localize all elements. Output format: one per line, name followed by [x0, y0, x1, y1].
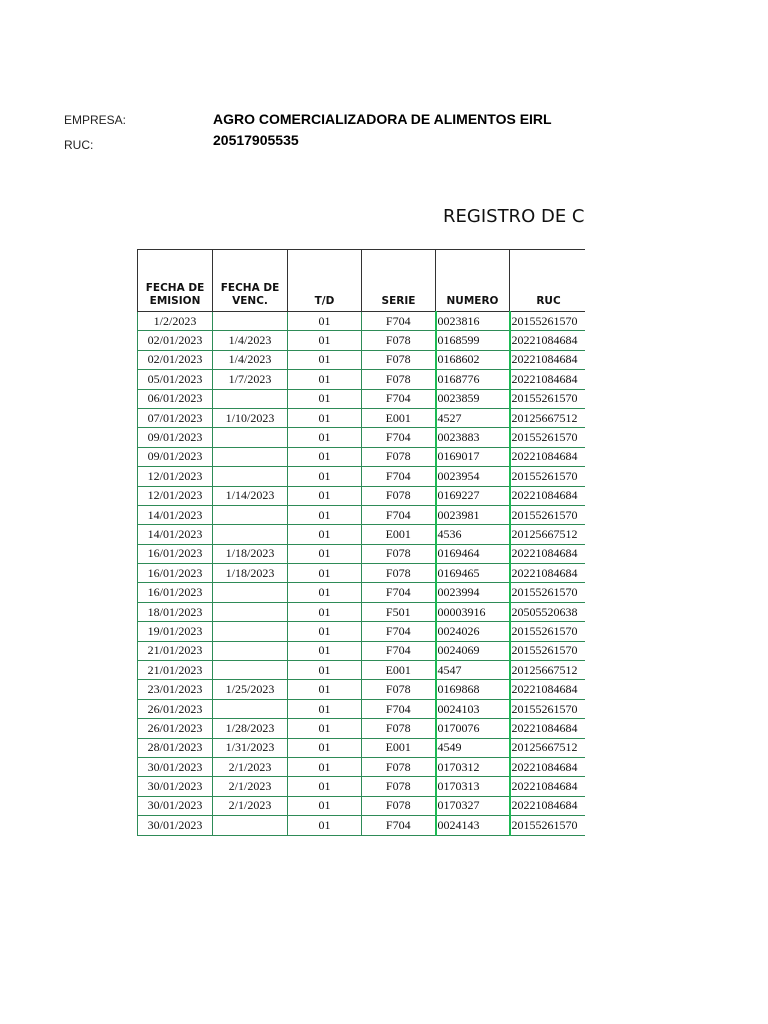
- td-cell[interactable]: 01: [288, 389, 362, 408]
- fecha-emision-cell[interactable]: 09/01/2023: [138, 428, 213, 447]
- column-header-fecha-emision: FECHA DE EMISION: [138, 250, 213, 312]
- column-header-ruc: RUC: [510, 250, 586, 312]
- td-cell[interactable]: 01: [288, 370, 362, 389]
- table-row: [138, 505, 586, 524]
- fecha-venc-cell[interactable]: [213, 447, 288, 466]
- fecha-emision-cell[interactable]: 16/01/2023: [138, 544, 213, 563]
- fecha-venc-cell[interactable]: [213, 428, 288, 447]
- ruc-cell[interactable]: 20505520638: [510, 602, 586, 621]
- numero-cell[interactable]: 0169464: [436, 544, 510, 563]
- numero-cell[interactable]: 0170312: [436, 757, 510, 776]
- fecha-emision-cell[interactable]: 12/01/2023: [138, 467, 213, 486]
- ruc-cell[interactable]: 20155261570: [510, 641, 586, 660]
- numero-cell[interactable]: 0023954: [436, 467, 510, 486]
- td-cell[interactable]: 01: [288, 777, 362, 796]
- fecha-venc-cell[interactable]: 1/31/2023: [213, 738, 288, 757]
- ruc-cell[interactable]: 20155261570: [510, 622, 586, 641]
- fecha-emision-cell[interactable]: 26/01/2023: [138, 719, 213, 738]
- serie-cell[interactable]: F704: [362, 583, 436, 602]
- td-cell[interactable]: 01: [288, 602, 362, 621]
- table-row: [138, 331, 586, 350]
- fecha-venc-cell[interactable]: 1/4/2023: [213, 350, 288, 369]
- numero-cell[interactable]: 0023883: [436, 428, 510, 447]
- fecha-emision-cell[interactable]: 02/01/2023: [138, 350, 213, 369]
- td-cell[interactable]: 01: [288, 544, 362, 563]
- fecha-venc-cell[interactable]: 1/14/2023: [213, 486, 288, 505]
- numero-cell[interactable]: 0169868: [436, 680, 510, 699]
- numero-cell[interactable]: 0023994: [436, 583, 510, 602]
- column-header-fecha-venc: FECHA DE VENC.: [213, 250, 288, 312]
- empresa-name: AGRO COMERCIALIZADORA DE ALIMENTOS EIRL: [213, 111, 552, 127]
- table-body: [138, 312, 586, 836]
- serie-cell[interactable]: F078: [362, 796, 436, 815]
- ruc-cell[interactable]: 20221084684: [510, 796, 586, 815]
- fecha-emision-cell[interactable]: 09/01/2023: [138, 447, 213, 466]
- fecha-venc-cell[interactable]: [213, 661, 288, 680]
- register-table-container: [137, 249, 585, 836]
- fecha-emision-cell[interactable]: 21/01/2023: [138, 661, 213, 680]
- td-cell[interactable]: 01: [288, 312, 362, 331]
- numero-cell[interactable]: 4536: [436, 525, 510, 544]
- serie-cell[interactable]: F704: [362, 389, 436, 408]
- fecha-venc-cell[interactable]: [213, 505, 288, 524]
- column-header-td: T/D: [288, 250, 362, 312]
- fecha-venc-cell[interactable]: 1/18/2023: [213, 564, 288, 583]
- fecha-emision-cell[interactable]: 18/01/2023: [138, 602, 213, 621]
- ruc-cell[interactable]: 20221084684: [510, 447, 586, 466]
- ruc-cell[interactable]: 20155261570: [510, 389, 586, 408]
- serie-cell[interactable]: F078: [362, 544, 436, 563]
- fecha-venc-cell[interactable]: [213, 583, 288, 602]
- ruc-cell[interactable]: 20221084684: [510, 486, 586, 505]
- register-table: [137, 249, 585, 836]
- fecha-emision-cell[interactable]: 12/01/2023: [138, 486, 213, 505]
- serie-cell[interactable]: F704: [362, 641, 436, 660]
- serie-cell[interactable]: F704: [362, 816, 436, 835]
- fecha-venc-cell[interactable]: 1/4/2023: [213, 331, 288, 350]
- table-row: [138, 602, 586, 621]
- ruc-cell[interactable]: 20155261570: [510, 467, 586, 486]
- td-cell[interactable]: 01: [288, 583, 362, 602]
- serie-cell[interactable]: F078: [362, 350, 436, 369]
- numero-cell[interactable]: 0169017: [436, 447, 510, 466]
- table-row: [138, 408, 586, 427]
- fecha-venc-cell[interactable]: [213, 312, 288, 331]
- fecha-venc-cell[interactable]: [213, 525, 288, 544]
- ruc-cell[interactable]: 20155261570: [510, 312, 586, 331]
- numero-cell[interactable]: 0168776: [436, 370, 510, 389]
- table-row: [138, 312, 586, 331]
- table-row: [138, 661, 586, 680]
- ruc-cell[interactable]: 20125667512: [510, 525, 586, 544]
- serie-cell[interactable]: F078: [362, 486, 436, 505]
- ruc-cell[interactable]: 20155261570: [510, 816, 586, 835]
- ruc-cell[interactable]: 20221084684: [510, 350, 586, 369]
- td-cell[interactable]: 01: [288, 408, 362, 427]
- table-header-row: [138, 250, 586, 312]
- td-cell[interactable]: 01: [288, 757, 362, 776]
- page-title: REGISTRO DE C: [443, 206, 585, 227]
- numero-cell[interactable]: 0170327: [436, 796, 510, 815]
- fecha-emision-cell[interactable]: 28/01/2023: [138, 738, 213, 757]
- table-row: [138, 719, 586, 738]
- fecha-emision-cell[interactable]: 30/01/2023: [138, 796, 213, 815]
- serie-cell[interactable]: F078: [362, 757, 436, 776]
- serie-cell[interactable]: E001: [362, 408, 436, 427]
- ruc-label: RUC:: [64, 138, 94, 152]
- fecha-venc-cell[interactable]: [213, 622, 288, 641]
- ruc-cell[interactable]: 20125667512: [510, 738, 586, 757]
- fecha-emision-cell[interactable]: 02/01/2023: [138, 331, 213, 350]
- fecha-venc-cell[interactable]: 2/1/2023: [213, 777, 288, 796]
- fecha-venc-cell[interactable]: [213, 602, 288, 621]
- ruc-cell[interactable]: 20155261570: [510, 428, 586, 447]
- td-cell[interactable]: 01: [288, 505, 362, 524]
- numero-cell[interactable]: 0169227: [436, 486, 510, 505]
- serie-cell[interactable]: E001: [362, 661, 436, 680]
- fecha-emision-cell[interactable]: 14/01/2023: [138, 505, 213, 524]
- ruc-value: 20517905535: [213, 132, 299, 148]
- td-cell[interactable]: 01: [288, 525, 362, 544]
- column-header-numero: NUMERO: [436, 250, 510, 312]
- serie-cell[interactable]: F078: [362, 447, 436, 466]
- serie-cell[interactable]: F704: [362, 505, 436, 524]
- fecha-emision-cell[interactable]: 21/01/2023: [138, 641, 213, 660]
- serie-cell[interactable]: F078: [362, 719, 436, 738]
- numero-cell[interactable]: 0024143: [436, 816, 510, 835]
- numero-cell[interactable]: 0024026: [436, 622, 510, 641]
- ruc-cell[interactable]: 20221084684: [510, 719, 586, 738]
- fecha-venc-cell[interactable]: [213, 389, 288, 408]
- empresa-label: EMPRESA:: [64, 113, 127, 127]
- td-cell[interactable]: 01: [288, 796, 362, 815]
- fecha-venc-cell[interactable]: [213, 467, 288, 486]
- td-cell[interactable]: 01: [288, 816, 362, 835]
- table-row: [138, 738, 586, 757]
- td-cell[interactable]: 01: [288, 447, 362, 466]
- serie-cell[interactable]: F501: [362, 602, 436, 621]
- fecha-venc-cell[interactable]: 1/28/2023: [213, 719, 288, 738]
- fecha-emision-cell[interactable]: 23/01/2023: [138, 680, 213, 699]
- numero-cell[interactable]: 0170076: [436, 719, 510, 738]
- fecha-emision-cell[interactable]: 1/2/2023: [138, 312, 213, 331]
- table-row: [138, 777, 586, 796]
- fecha-emision-cell[interactable]: 06/01/2023: [138, 389, 213, 408]
- td-cell[interactable]: 01: [288, 738, 362, 757]
- table-row: [138, 583, 586, 602]
- numero-cell[interactable]: 4547: [436, 661, 510, 680]
- fecha-emision-cell[interactable]: 26/01/2023: [138, 699, 213, 718]
- fecha-venc-cell[interactable]: 2/1/2023: [213, 757, 288, 776]
- numero-cell[interactable]: 0024103: [436, 699, 510, 718]
- td-cell[interactable]: 01: [288, 486, 362, 505]
- fecha-emision-cell[interactable]: 05/01/2023: [138, 370, 213, 389]
- serie-cell[interactable]: F078: [362, 370, 436, 389]
- numero-cell[interactable]: 0168602: [436, 350, 510, 369]
- ruc-cell[interactable]: 20221084684: [510, 544, 586, 563]
- numero-cell[interactable]: 0023981: [436, 505, 510, 524]
- ruc-cell[interactable]: 20221084684: [510, 777, 586, 796]
- fecha-venc-cell[interactable]: 1/18/2023: [213, 544, 288, 563]
- numero-cell[interactable]: 4527: [436, 408, 510, 427]
- td-cell[interactable]: 01: [288, 428, 362, 447]
- fecha-emision-cell[interactable]: 30/01/2023: [138, 777, 213, 796]
- serie-cell[interactable]: F078: [362, 331, 436, 350]
- serie-cell[interactable]: E001: [362, 738, 436, 757]
- table-row: [138, 370, 586, 389]
- numero-cell[interactable]: 0170313: [436, 777, 510, 796]
- table-row: [138, 699, 586, 718]
- serie-cell[interactable]: F704: [362, 312, 436, 331]
- fecha-venc-cell[interactable]: [213, 816, 288, 835]
- fecha-venc-cell[interactable]: 1/10/2023: [213, 408, 288, 427]
- serie-cell[interactable]: F704: [362, 699, 436, 718]
- numero-cell[interactable]: 0024069: [436, 641, 510, 660]
- td-cell[interactable]: 01: [288, 699, 362, 718]
- table-row: [138, 428, 586, 447]
- table-row: [138, 389, 586, 408]
- fecha-venc-cell[interactable]: 1/7/2023: [213, 370, 288, 389]
- table-row: [138, 486, 586, 505]
- table-row: [138, 796, 586, 815]
- fecha-venc-cell[interactable]: [213, 641, 288, 660]
- serie-cell[interactable]: F704: [362, 428, 436, 447]
- column-header-serie: SERIE: [362, 250, 436, 312]
- fecha-venc-cell[interactable]: 2/1/2023: [213, 796, 288, 815]
- ruc-cell[interactable]: 20221084684: [510, 757, 586, 776]
- ruc-cell[interactable]: 20155261570: [510, 505, 586, 524]
- td-cell[interactable]: 01: [288, 680, 362, 699]
- fecha-emision-cell[interactable]: 07/01/2023: [138, 408, 213, 427]
- numero-cell[interactable]: 0169465: [436, 564, 510, 583]
- fecha-emision-cell[interactable]: 30/01/2023: [138, 757, 213, 776]
- fecha-venc-cell[interactable]: [213, 699, 288, 718]
- td-cell[interactable]: 01: [288, 350, 362, 369]
- ruc-cell[interactable]: 20221084684: [510, 370, 586, 389]
- td-cell[interactable]: 01: [288, 661, 362, 680]
- ruc-cell[interactable]: 20221084684: [510, 680, 586, 699]
- table-row: [138, 680, 586, 699]
- td-cell[interactable]: 01: [288, 622, 362, 641]
- ruc-cell[interactable]: 20125667512: [510, 408, 586, 427]
- fecha-emision-cell[interactable]: 16/01/2023: [138, 583, 213, 602]
- table-row: [138, 641, 586, 660]
- fecha-emision-cell[interactable]: 14/01/2023: [138, 525, 213, 544]
- numero-cell[interactable]: 0023816: [436, 312, 510, 331]
- td-cell[interactable]: 01: [288, 641, 362, 660]
- ruc-cell[interactable]: 20221084684: [510, 331, 586, 350]
- serie-cell[interactable]: F078: [362, 777, 436, 796]
- ruc-cell[interactable]: 20155261570: [510, 583, 586, 602]
- numero-cell[interactable]: 0168599: [436, 331, 510, 350]
- fecha-emision-cell[interactable]: 30/01/2023: [138, 816, 213, 835]
- td-cell[interactable]: 01: [288, 331, 362, 350]
- table-row: [138, 757, 586, 776]
- ruc-cell[interactable]: 20221084684: [510, 564, 586, 583]
- table-row: [138, 816, 586, 835]
- table-row: [138, 525, 586, 544]
- serie-cell[interactable]: E001: [362, 525, 436, 544]
- td-cell[interactable]: 01: [288, 467, 362, 486]
- ruc-cell[interactable]: 20155261570: [510, 699, 586, 718]
- table-row: [138, 350, 586, 369]
- ruc-cell[interactable]: 20125667512: [510, 661, 586, 680]
- numero-cell[interactable]: 00003916: [436, 602, 510, 621]
- numero-cell[interactable]: 4549: [436, 738, 510, 757]
- td-cell[interactable]: 01: [288, 719, 362, 738]
- table-row: [138, 467, 586, 486]
- serie-cell[interactable]: F078: [362, 680, 436, 699]
- table-row: [138, 564, 586, 583]
- serie-cell[interactable]: F704: [362, 467, 436, 486]
- fecha-venc-cell[interactable]: 1/25/2023: [213, 680, 288, 699]
- table-row: [138, 622, 586, 641]
- table-row: [138, 447, 586, 466]
- fecha-emision-cell[interactable]: 16/01/2023: [138, 564, 213, 583]
- table-row: [138, 544, 586, 563]
- numero-cell[interactable]: 0023859: [436, 389, 510, 408]
- serie-cell[interactable]: F078: [362, 564, 436, 583]
- fecha-emision-cell[interactable]: 19/01/2023: [138, 622, 213, 641]
- td-cell[interactable]: 01: [288, 564, 362, 583]
- serie-cell[interactable]: F704: [362, 622, 436, 641]
